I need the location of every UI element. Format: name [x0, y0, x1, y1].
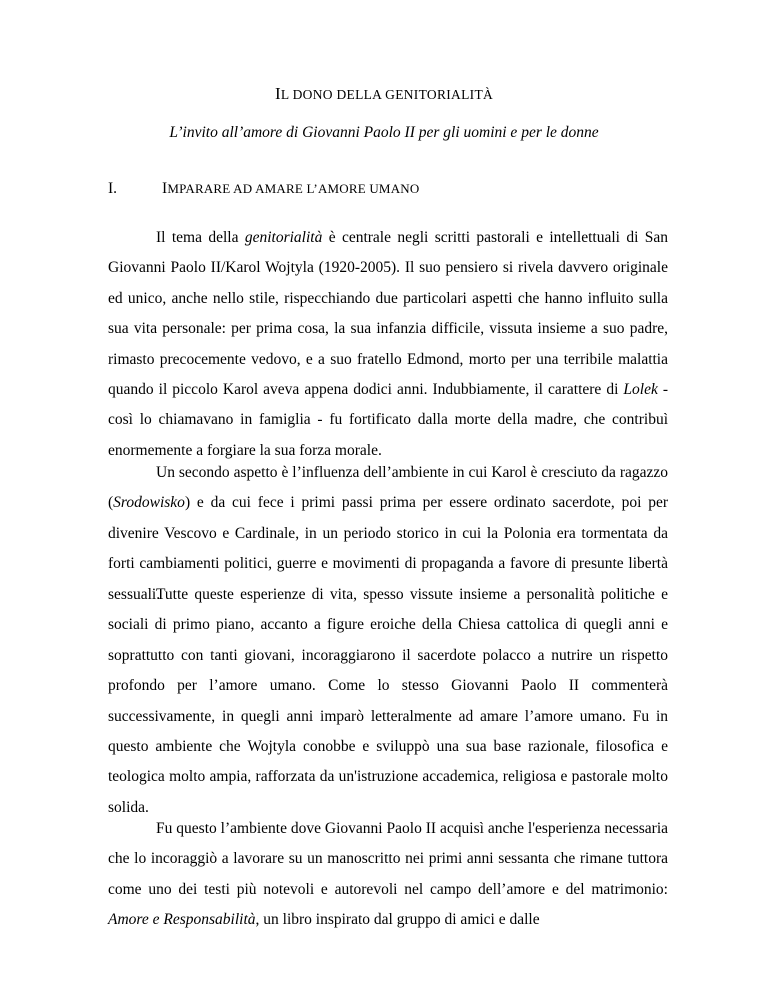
paragraph-text: Tutte queste esperienze di vita, spesso vissute insieme a personalità politiche e sociali di primo piano, accanto a figure eroiche della Chiesa cattolica di quegli anni e soprattutto con tanti giovani, incoraggiarono il sacerdote polacco a nutrire un rispetto profondo per l’amore umano. Come lo stesso Giovanni Paolo II commenterà successivamente, in quegli anni imparò letteralmente ad amare l’amore umano. Fu in questo ambiente che Wojtyla conobbe e sviluppò una sua base razionale, filosofica e teologica molto ampia, rafforzata da un'istruzione accademica, religiosa e pastorale molto solida.: [108, 586, 668, 816]
paragraph-3: [108, 580, 668, 823]
paragraph-text: - così lo chiamavano in famiglia - fu fortificato dalla morte della madre, che contribuì enormemente a forgiare la sua forza morale.: [108, 381, 668, 459]
italic-term: Amore e Responsabilità: [108, 911, 256, 929]
title-rest: L DONO DELLA GENITORIALITÀ: [280, 87, 494, 102]
italic-term: Lolek: [623, 381, 658, 399]
paragraph-1: [108, 223, 668, 466]
paragraph-4: [108, 814, 668, 936]
section-title-rest: MPARARE AD AMARE L’AMORE UMANO: [167, 181, 420, 196]
paragraph-text: Fu questo l’ambiente dove Giovanni Paolo II acquisì anche l'esperienza necessaria che lo incoraggiò a lavorare su un manoscritto nei primi anni sessanta che rimane tuttora come uno dei testi più notevoli e autorevoli nel campo dell’amore e del matrimonio:: [108, 820, 668, 898]
paragraph-text: è centrale negli scritti pastorali e intellettuali di San Giovanni Paolo II/Karol Wojtyla (1920-2005). Il suo pensiero si rivela davvero originale ed unico, anche nello stile, rispecchiando due particolari aspetti che hanno influito sulla sua vita personale: per prima cosa, la sua infanzia difficile, vissuta insieme a suo padre, rimasto precocemente vedovo, e a suo fratello Edmond, morto per una terribile malattia quando il piccolo Karol aveva appena dodici anni. Indubbiamente, il carattere di: [108, 229, 668, 399]
paragraph-text: Un secondo aspetto è l’influenza dell’ambiente in cui Karol è cresciuto da ragazzo (: [108, 464, 668, 512]
section-number: I.: [108, 180, 118, 197]
document-title: [0, 84, 768, 104]
paragraph-text: , un libro inspirato dal gruppo di amici e dalle: [255, 911, 540, 929]
title-initial: I: [274, 84, 281, 103]
document-subtitle: L’invito all’amore di Giovanni Paolo II per gli uomini e per le donne: [169, 124, 599, 141]
italic-term: Srodowisko: [113, 494, 185, 512]
italic-term: genitorialità: [244, 229, 323, 246]
section-title-initial: I: [162, 180, 168, 197]
paragraph-text: ) e da cui fece i primi passi prima per essere ordinato sacerdote, poi per divenire Vescovo e Cardinale, in un periodo storico in cui la Polonia era tormentata da forti cambiamenti politici, guerre e movimenti di propaganda a favore di presunte libertà sessuali.: [108, 494, 668, 603]
section-title: [162, 180, 419, 198]
paragraph-text: Il tema della: [156, 229, 245, 246]
